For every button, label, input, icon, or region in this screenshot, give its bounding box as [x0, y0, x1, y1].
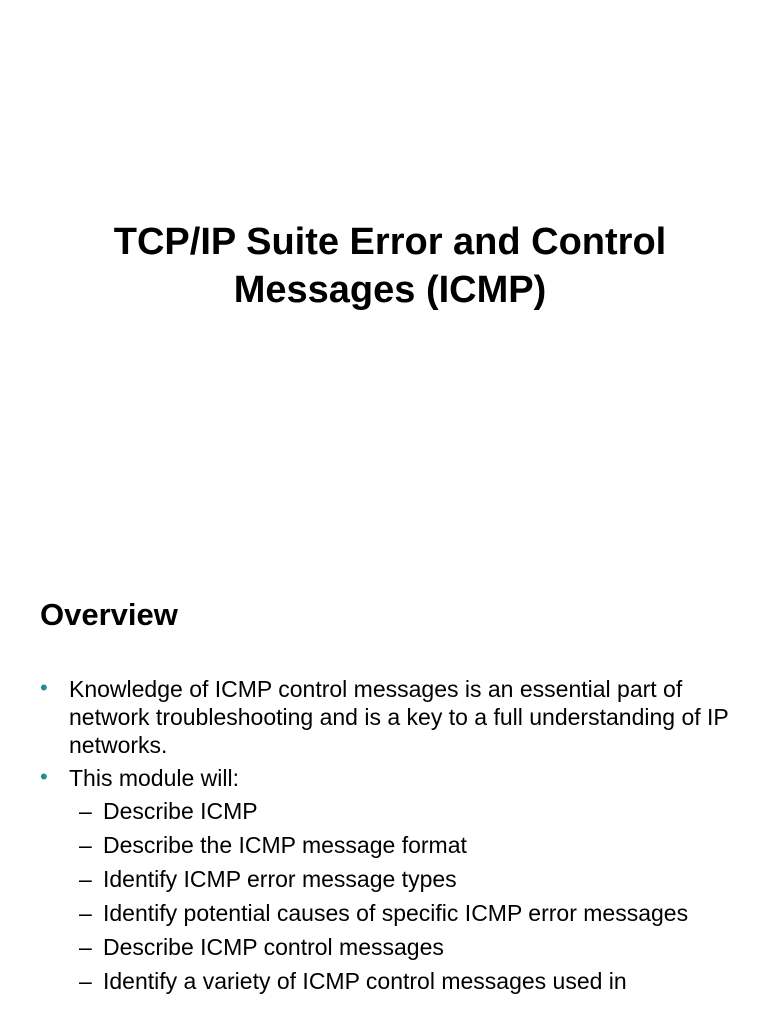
sub-item [79, 899, 740, 927]
sub-item [79, 831, 740, 859]
sub-item-text: Identify potential causes of specific ICMP error messages [103, 900, 689, 926]
sub-item [79, 865, 740, 893]
slide-title [40, 218, 740, 314]
sub-item-text: Describe ICMP [103, 798, 258, 824]
sub-item-text: Describe ICMP control messages [103, 934, 444, 960]
overview-slide [0, 560, 768, 1024]
sub-item [79, 933, 740, 961]
slide-title-line-2: Messages (ICMP) [233, 269, 547, 311]
sub-item-text: Identify ICMP error message types [103, 866, 457, 892]
dash-icon: – [79, 968, 92, 994]
slide-title-line-1: TCP/IP Suite Error and Control [113, 221, 667, 263]
dash-icon: – [79, 900, 92, 926]
sub-list [69, 797, 740, 995]
bullet-item [40, 764, 740, 995]
dash-icon: – [79, 798, 92, 824]
sub-item [79, 967, 740, 995]
dash-icon: – [79, 832, 92, 858]
sub-item-text: Identify a variety of ICMP control messages used in [103, 968, 627, 994]
dash-icon: – [79, 866, 92, 892]
bullet-dot-icon: • [40, 764, 48, 789]
bullet-text: Knowledge of ICMP control messages is an essential part of network troubleshooting and is a key to a full understanding of IP networks. [69, 676, 729, 758]
bullet-item [40, 675, 740, 759]
bullet-dot-icon: • [40, 675, 48, 700]
bullet-list [40, 675, 740, 1001]
bullet-text: This module will: [69, 765, 239, 791]
overview-heading: Overview [40, 597, 178, 632]
sub-item [79, 797, 740, 825]
dash-icon: – [79, 934, 92, 960]
sub-item-text: Describe the ICMP message format [103, 832, 467, 858]
